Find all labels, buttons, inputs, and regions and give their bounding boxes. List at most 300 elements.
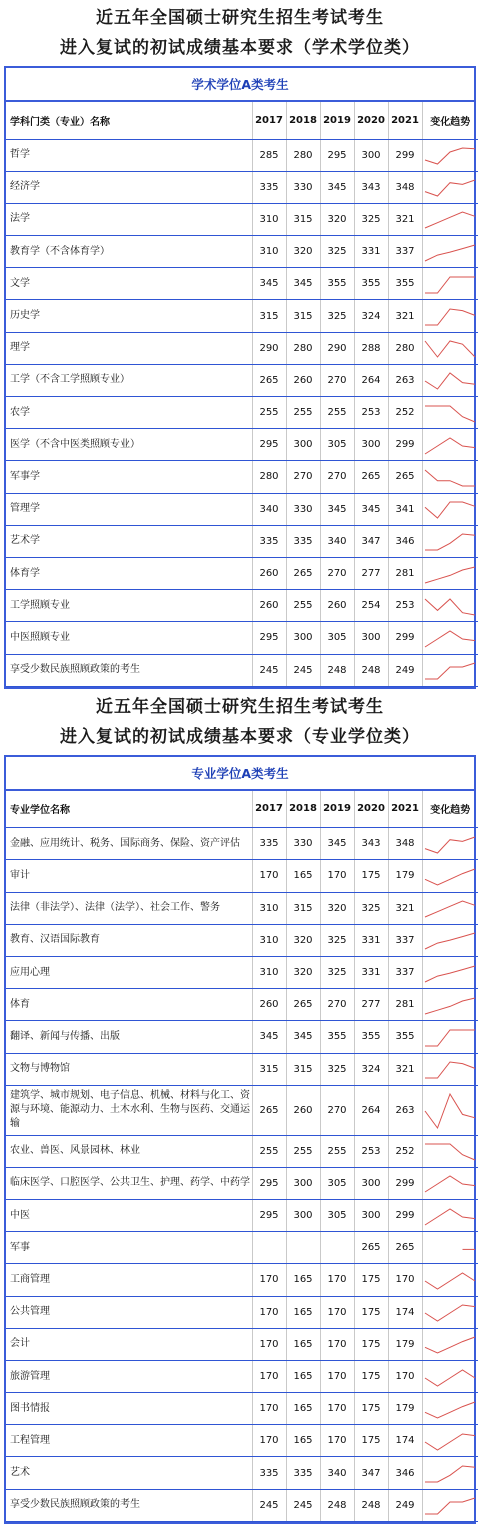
- score-cell: 170: [320, 1393, 354, 1425]
- score-cell: 345: [320, 828, 354, 860]
- row-name: 理学: [6, 332, 252, 364]
- header-row: [6, 791, 478, 828]
- sparkline-line: [425, 567, 475, 583]
- trend-sparkline: [422, 397, 478, 429]
- score-cell: 255: [252, 397, 286, 429]
- score-cell: 175: [354, 1425, 388, 1457]
- score-cell: 170: [252, 1296, 286, 1328]
- score-cell: 315: [286, 1053, 320, 1085]
- sparkline-line: [425, 341, 475, 357]
- row-name: 教育、汉语国际教育: [6, 924, 252, 956]
- title-line: 近五年全国硕士研究生招生考试考生: [96, 696, 384, 717]
- score-cell: 281: [388, 557, 422, 589]
- score-cell: 300: [354, 622, 388, 654]
- score-cell: 255: [286, 590, 320, 622]
- score-cell: 325: [354, 203, 388, 235]
- row-name: 享受少数民族照顾政策的考生: [6, 654, 252, 686]
- score-cell: 170: [252, 860, 286, 892]
- sparkline-svg: [423, 959, 477, 987]
- score-cell: 300: [354, 429, 388, 461]
- sparkline-line: [425, 1337, 475, 1353]
- score-cell: 248: [354, 654, 388, 686]
- sparkline-svg: [423, 1427, 477, 1455]
- score-cell: 348: [388, 171, 422, 203]
- score-cell: 170: [320, 860, 354, 892]
- trend-sparkline: [422, 1232, 478, 1264]
- score-cell: 305: [320, 1167, 354, 1199]
- score-cell: 170: [388, 1360, 422, 1392]
- score-cell: 335: [252, 525, 286, 557]
- sparkline-svg: [423, 1459, 477, 1487]
- score-cell: 265: [286, 557, 320, 589]
- table-row: [6, 429, 478, 461]
- table-row: [6, 203, 478, 235]
- score-cell: 325: [320, 300, 354, 332]
- score-cell: 355: [320, 1021, 354, 1053]
- score-cell: 175: [354, 1328, 388, 1360]
- header-trend: 变化趋势: [422, 102, 478, 139]
- table-row: [6, 300, 478, 332]
- trend-sparkline: [422, 1457, 478, 1489]
- score-cell: 345: [286, 1021, 320, 1053]
- trend-sparkline: [422, 525, 478, 557]
- trend-sparkline: [422, 1489, 478, 1521]
- trend-sparkline: [422, 989, 478, 1021]
- score-cell: 270: [320, 1085, 354, 1135]
- score-cell: 355: [388, 268, 422, 300]
- score-cell: 255: [320, 397, 354, 429]
- trend-sparkline: [422, 860, 478, 892]
- score-cell: 165: [286, 1296, 320, 1328]
- score-cell: 320: [286, 956, 320, 988]
- sparkline-line: [425, 1273, 475, 1289]
- header-name: 学科门类（专业）名称: [6, 102, 252, 139]
- sparkline-svg: [423, 624, 477, 652]
- row-name: 文学: [6, 268, 252, 300]
- score-cell: 325: [320, 236, 354, 268]
- trend-sparkline: [422, 1053, 478, 1085]
- sparkline-line: [425, 277, 475, 293]
- table-row: [6, 461, 478, 493]
- sparkline-svg: [423, 560, 477, 588]
- trend-sparkline: [422, 1393, 478, 1425]
- sparkline-line: [425, 1305, 475, 1321]
- table-row: [6, 622, 478, 654]
- score-cell: 170: [320, 1264, 354, 1296]
- sparkline-svg: [423, 205, 477, 233]
- score-cell: 295: [252, 1199, 286, 1231]
- trend-sparkline: [422, 203, 478, 235]
- score-cell: 270: [286, 461, 320, 493]
- score-cell: 300: [286, 622, 320, 654]
- sparkline-svg: [423, 399, 477, 427]
- score-cell: 295: [252, 1167, 286, 1199]
- row-name: 文物与博物馆: [6, 1053, 252, 1085]
- sparkline-line: [425, 1209, 475, 1225]
- score-cell: 253: [388, 590, 422, 622]
- title-line: 进入复试的初试成绩基本要求（学术学位类）: [60, 38, 420, 58]
- sparkline-svg: [423, 1298, 477, 1326]
- row-name: 医学（不含中医类照顾专业）: [6, 429, 252, 461]
- sparkline-svg: [423, 991, 477, 1019]
- score-cell: 325: [320, 1053, 354, 1085]
- title-line: 近五年全国硕士研究生招生考试考生: [96, 8, 384, 28]
- header-year: 2020: [354, 791, 388, 828]
- sparkline-line: [425, 1370, 475, 1386]
- table-row: [6, 1296, 478, 1328]
- score-cell: 299: [388, 139, 422, 171]
- table-row: [6, 236, 478, 268]
- sparkline-line: [425, 245, 475, 261]
- score-cell: 280: [286, 139, 320, 171]
- score-cell: 253: [354, 1135, 388, 1167]
- score-cell: 265: [252, 1085, 286, 1135]
- score-cell: 300: [354, 1199, 388, 1231]
- score-cell: 260: [252, 557, 286, 589]
- score-cell: 315: [252, 300, 286, 332]
- score-cell: 341: [388, 493, 422, 525]
- score-cell: 265: [286, 989, 320, 1021]
- table-row: [6, 493, 478, 525]
- row-name: 农业、兽医、风景园林、林业: [6, 1135, 252, 1167]
- sparkline-line: [425, 406, 475, 422]
- score-cell: 170: [252, 1360, 286, 1392]
- score-cell: 175: [354, 1360, 388, 1392]
- score-cell: 355: [354, 268, 388, 300]
- score-cell: 300: [286, 1167, 320, 1199]
- row-name: 享受少数民族照顾政策的考生: [6, 1489, 252, 1521]
- score-cell: 345: [320, 171, 354, 203]
- score-cell: 310: [252, 924, 286, 956]
- score-cell: 330: [286, 828, 320, 860]
- score-cell: [320, 1232, 354, 1264]
- score-cell: 252: [388, 1135, 422, 1167]
- sparkline-line: [425, 1062, 475, 1078]
- score-cell: 260: [286, 1085, 320, 1135]
- sparkline-svg: [423, 431, 477, 459]
- sparkline-svg: [423, 862, 477, 890]
- score-cell: 254: [354, 590, 388, 622]
- trend-sparkline: [422, 429, 478, 461]
- row-name: 法学: [6, 203, 252, 235]
- score-cell: 299: [388, 622, 422, 654]
- row-name: 工商管理: [6, 1264, 252, 1296]
- score-cell: 325: [320, 924, 354, 956]
- table-row: [6, 1393, 478, 1425]
- trend-sparkline: [422, 1296, 478, 1328]
- sparkline-svg: [423, 463, 477, 491]
- row-name: 中医: [6, 1199, 252, 1231]
- score-cell: 170: [320, 1328, 354, 1360]
- sparkline-line: [425, 1402, 475, 1418]
- header-year: 2018: [286, 791, 320, 828]
- trend-sparkline: [422, 461, 478, 493]
- score-cell: 175: [354, 1393, 388, 1425]
- row-name: 军事学: [6, 461, 252, 493]
- score-cell: 165: [286, 1425, 320, 1457]
- row-name: 审计: [6, 860, 252, 892]
- table-frame: [4, 755, 476, 1524]
- score-cell: 260: [252, 989, 286, 1021]
- row-name: 会计: [6, 1328, 252, 1360]
- score-cell: 305: [320, 622, 354, 654]
- score-cell: 290: [320, 332, 354, 364]
- sparkline-svg: [423, 1395, 477, 1423]
- sparkline-line: [425, 1094, 475, 1128]
- sparkline-svg: [423, 1055, 477, 1083]
- row-name: 哲学: [6, 139, 252, 171]
- score-cell: 260: [320, 590, 354, 622]
- row-name: 中医照顾专业: [6, 622, 252, 654]
- score-cell: 300: [354, 1167, 388, 1199]
- score-cell: 260: [252, 590, 286, 622]
- sparkline-line: [425, 966, 475, 982]
- score-cell: 252: [388, 397, 422, 429]
- score-cell: 281: [388, 989, 422, 1021]
- table-row: [6, 1021, 478, 1053]
- table-frame: [4, 66, 476, 689]
- trend-sparkline: [422, 1021, 478, 1053]
- score-cell: 170: [320, 1360, 354, 1392]
- section-professional: [0, 689, 480, 1524]
- score-cell: 331: [354, 956, 388, 988]
- sparkline-svg: [423, 270, 477, 298]
- sparkline-svg: [423, 1023, 477, 1051]
- table-row: [6, 828, 478, 860]
- score-cell: 343: [354, 828, 388, 860]
- score-cell: 325: [354, 892, 388, 924]
- score-cell: 321: [388, 300, 422, 332]
- trend-sparkline: [422, 1199, 478, 1231]
- score-cell: 265: [354, 461, 388, 493]
- score-cell: 299: [388, 429, 422, 461]
- score-cell: 315: [286, 892, 320, 924]
- score-cell: 330: [286, 171, 320, 203]
- score-cell: 277: [354, 989, 388, 1021]
- score-cell: [252, 1232, 286, 1264]
- sparkline-line: [425, 1434, 475, 1450]
- row-name: 农学: [6, 397, 252, 429]
- score-cell: 337: [388, 236, 422, 268]
- sparkline-line: [425, 148, 475, 164]
- score-cell: 265: [388, 1232, 422, 1264]
- sparkline-svg: [423, 926, 477, 954]
- sparkline-svg: [423, 1266, 477, 1294]
- score-cell: 324: [354, 1053, 388, 1085]
- score-cell: 264: [354, 1085, 388, 1135]
- row-name: 图书情报: [6, 1393, 252, 1425]
- score-cell: 270: [320, 557, 354, 589]
- trend-sparkline: [422, 622, 478, 654]
- sparkline-line: [425, 1176, 475, 1192]
- table-row: [6, 1199, 478, 1231]
- score-cell: 264: [354, 364, 388, 396]
- score-cell: 343: [354, 171, 388, 203]
- sparkline-line: [425, 470, 475, 486]
- row-name: 金融、应用统计、税务、国际商务、保险、资产评估: [6, 828, 252, 860]
- score-cell: 280: [388, 332, 422, 364]
- table-row: [6, 1135, 478, 1167]
- header-trend: 变化趋势: [422, 791, 478, 828]
- table-row: [6, 956, 478, 988]
- sparkline-line: [425, 901, 475, 917]
- sparkline-svg: [423, 1169, 477, 1197]
- score-cell: 245: [286, 1489, 320, 1521]
- table-row: [6, 590, 478, 622]
- score-cell: 337: [388, 956, 422, 988]
- sparkline-line: [425, 438, 475, 454]
- score-cell: 174: [388, 1425, 422, 1457]
- score-cell: 315: [286, 300, 320, 332]
- score-cell: 295: [252, 622, 286, 654]
- sparkline-svg: [423, 366, 477, 394]
- sparkline-svg: [423, 527, 477, 555]
- table-row: [6, 1264, 478, 1296]
- header-year: 2021: [388, 791, 422, 828]
- score-cell: 280: [252, 461, 286, 493]
- score-cell: 335: [286, 1457, 320, 1489]
- row-name: 临床医学、口腔医学、公共卫生、护理、药学、中药学: [6, 1167, 252, 1199]
- score-cell: 174: [388, 1296, 422, 1328]
- table-row: [6, 654, 478, 686]
- score-cell: 300: [354, 139, 388, 171]
- score-cell: 320: [320, 203, 354, 235]
- score-cell: 315: [252, 1053, 286, 1085]
- table-row: [6, 139, 478, 171]
- score-cell: 175: [354, 860, 388, 892]
- score-cell: 270: [320, 461, 354, 493]
- row-name: 翻译、新闻与传播、出版: [6, 1021, 252, 1053]
- score-cell: 315: [286, 203, 320, 235]
- sparkline-svg: [423, 238, 477, 266]
- table-row: [6, 1085, 478, 1135]
- trend-sparkline: [422, 1167, 478, 1199]
- score-cell: 300: [286, 429, 320, 461]
- trend-sparkline: [422, 557, 478, 589]
- sparkline-line: [425, 869, 475, 885]
- trend-sparkline: [422, 654, 478, 686]
- sparkline-svg: [423, 141, 477, 169]
- sparkline-svg: [423, 1363, 477, 1391]
- sparkline-svg: [423, 1330, 477, 1358]
- trend-sparkline: [422, 828, 478, 860]
- score-cell: 321: [388, 892, 422, 924]
- sparkline-line: [425, 1144, 475, 1160]
- sparkline-line: [425, 599, 475, 615]
- score-cell: 340: [320, 1457, 354, 1489]
- sparkline-line: [425, 1498, 475, 1514]
- table-row: [6, 1167, 478, 1199]
- sparkline-line: [425, 502, 475, 518]
- score-cell: 179: [388, 860, 422, 892]
- score-cell: 299: [388, 1167, 422, 1199]
- score-cell: 290: [252, 332, 286, 364]
- sparkline-svg: [423, 1137, 477, 1165]
- header-name: 专业学位名称: [6, 791, 252, 828]
- sparkline-line: [425, 1030, 475, 1046]
- row-name: 艺术学: [6, 525, 252, 557]
- score-cell: 249: [388, 1489, 422, 1521]
- header-year: 2020: [354, 102, 388, 139]
- sparkline-line: [425, 631, 475, 647]
- score-cell: 310: [252, 892, 286, 924]
- table-row: [6, 1053, 478, 1085]
- score-cell: 170: [252, 1425, 286, 1457]
- sparkline-svg: [423, 1087, 477, 1133]
- score-cell: 295: [320, 139, 354, 171]
- score-cell: 347: [354, 525, 388, 557]
- trend-sparkline: [422, 924, 478, 956]
- table-row: [6, 924, 478, 956]
- score-cell: 320: [286, 924, 320, 956]
- sparkline-svg: [423, 1491, 477, 1519]
- trend-sparkline: [422, 1135, 478, 1167]
- row-name: 艺术: [6, 1457, 252, 1489]
- subtitle-bar: 学术学位A类考生: [6, 68, 474, 102]
- sparkline-line: [425, 663, 475, 679]
- row-name: 体育学: [6, 557, 252, 589]
- score-cell: 324: [354, 300, 388, 332]
- sparkline-line: [425, 998, 475, 1014]
- score-cell: 249: [388, 654, 422, 686]
- trend-sparkline: [422, 171, 478, 203]
- table-row: [6, 525, 478, 557]
- row-name: 应用心理: [6, 956, 252, 988]
- score-cell: 355: [320, 268, 354, 300]
- header-year: 2018: [286, 102, 320, 139]
- sparkline-line: [425, 212, 475, 228]
- score-cell: 255: [286, 1135, 320, 1167]
- score-table: [6, 791, 478, 1522]
- score-cell: 170: [252, 1393, 286, 1425]
- row-name: 工学照顾专业: [6, 590, 252, 622]
- score-cell: 310: [252, 236, 286, 268]
- score-cell: 310: [252, 203, 286, 235]
- score-cell: 340: [252, 493, 286, 525]
- score-cell: 245: [252, 1489, 286, 1521]
- row-name: 法律（非法学）、法律（法学）、社会工作、警务: [6, 892, 252, 924]
- score-cell: 305: [320, 429, 354, 461]
- row-name: 旅游管理: [6, 1360, 252, 1392]
- table-row: [6, 860, 478, 892]
- row-name: 公共管理: [6, 1296, 252, 1328]
- score-cell: 255: [286, 397, 320, 429]
- trend-sparkline: [422, 956, 478, 988]
- score-cell: 253: [354, 397, 388, 429]
- score-cell: 270: [320, 364, 354, 396]
- score-cell: 330: [286, 493, 320, 525]
- table-row: [6, 1425, 478, 1457]
- score-cell: 346: [388, 1457, 422, 1489]
- score-cell: 265: [252, 364, 286, 396]
- score-cell: 345: [320, 493, 354, 525]
- sparkline-line: [425, 309, 475, 325]
- sparkline-line: [425, 180, 475, 196]
- table-row: [6, 1328, 478, 1360]
- table-row: [6, 1489, 478, 1521]
- table-row: [6, 989, 478, 1021]
- score-cell: 263: [388, 364, 422, 396]
- score-cell: 345: [252, 1021, 286, 1053]
- trend-sparkline: [422, 300, 478, 332]
- table-row: [6, 1360, 478, 1392]
- score-cell: 179: [388, 1328, 422, 1360]
- score-cell: [286, 1232, 320, 1264]
- row-name: 体育: [6, 989, 252, 1021]
- score-cell: 310: [252, 956, 286, 988]
- sparkline-line: [425, 534, 475, 550]
- score-table: [6, 102, 478, 687]
